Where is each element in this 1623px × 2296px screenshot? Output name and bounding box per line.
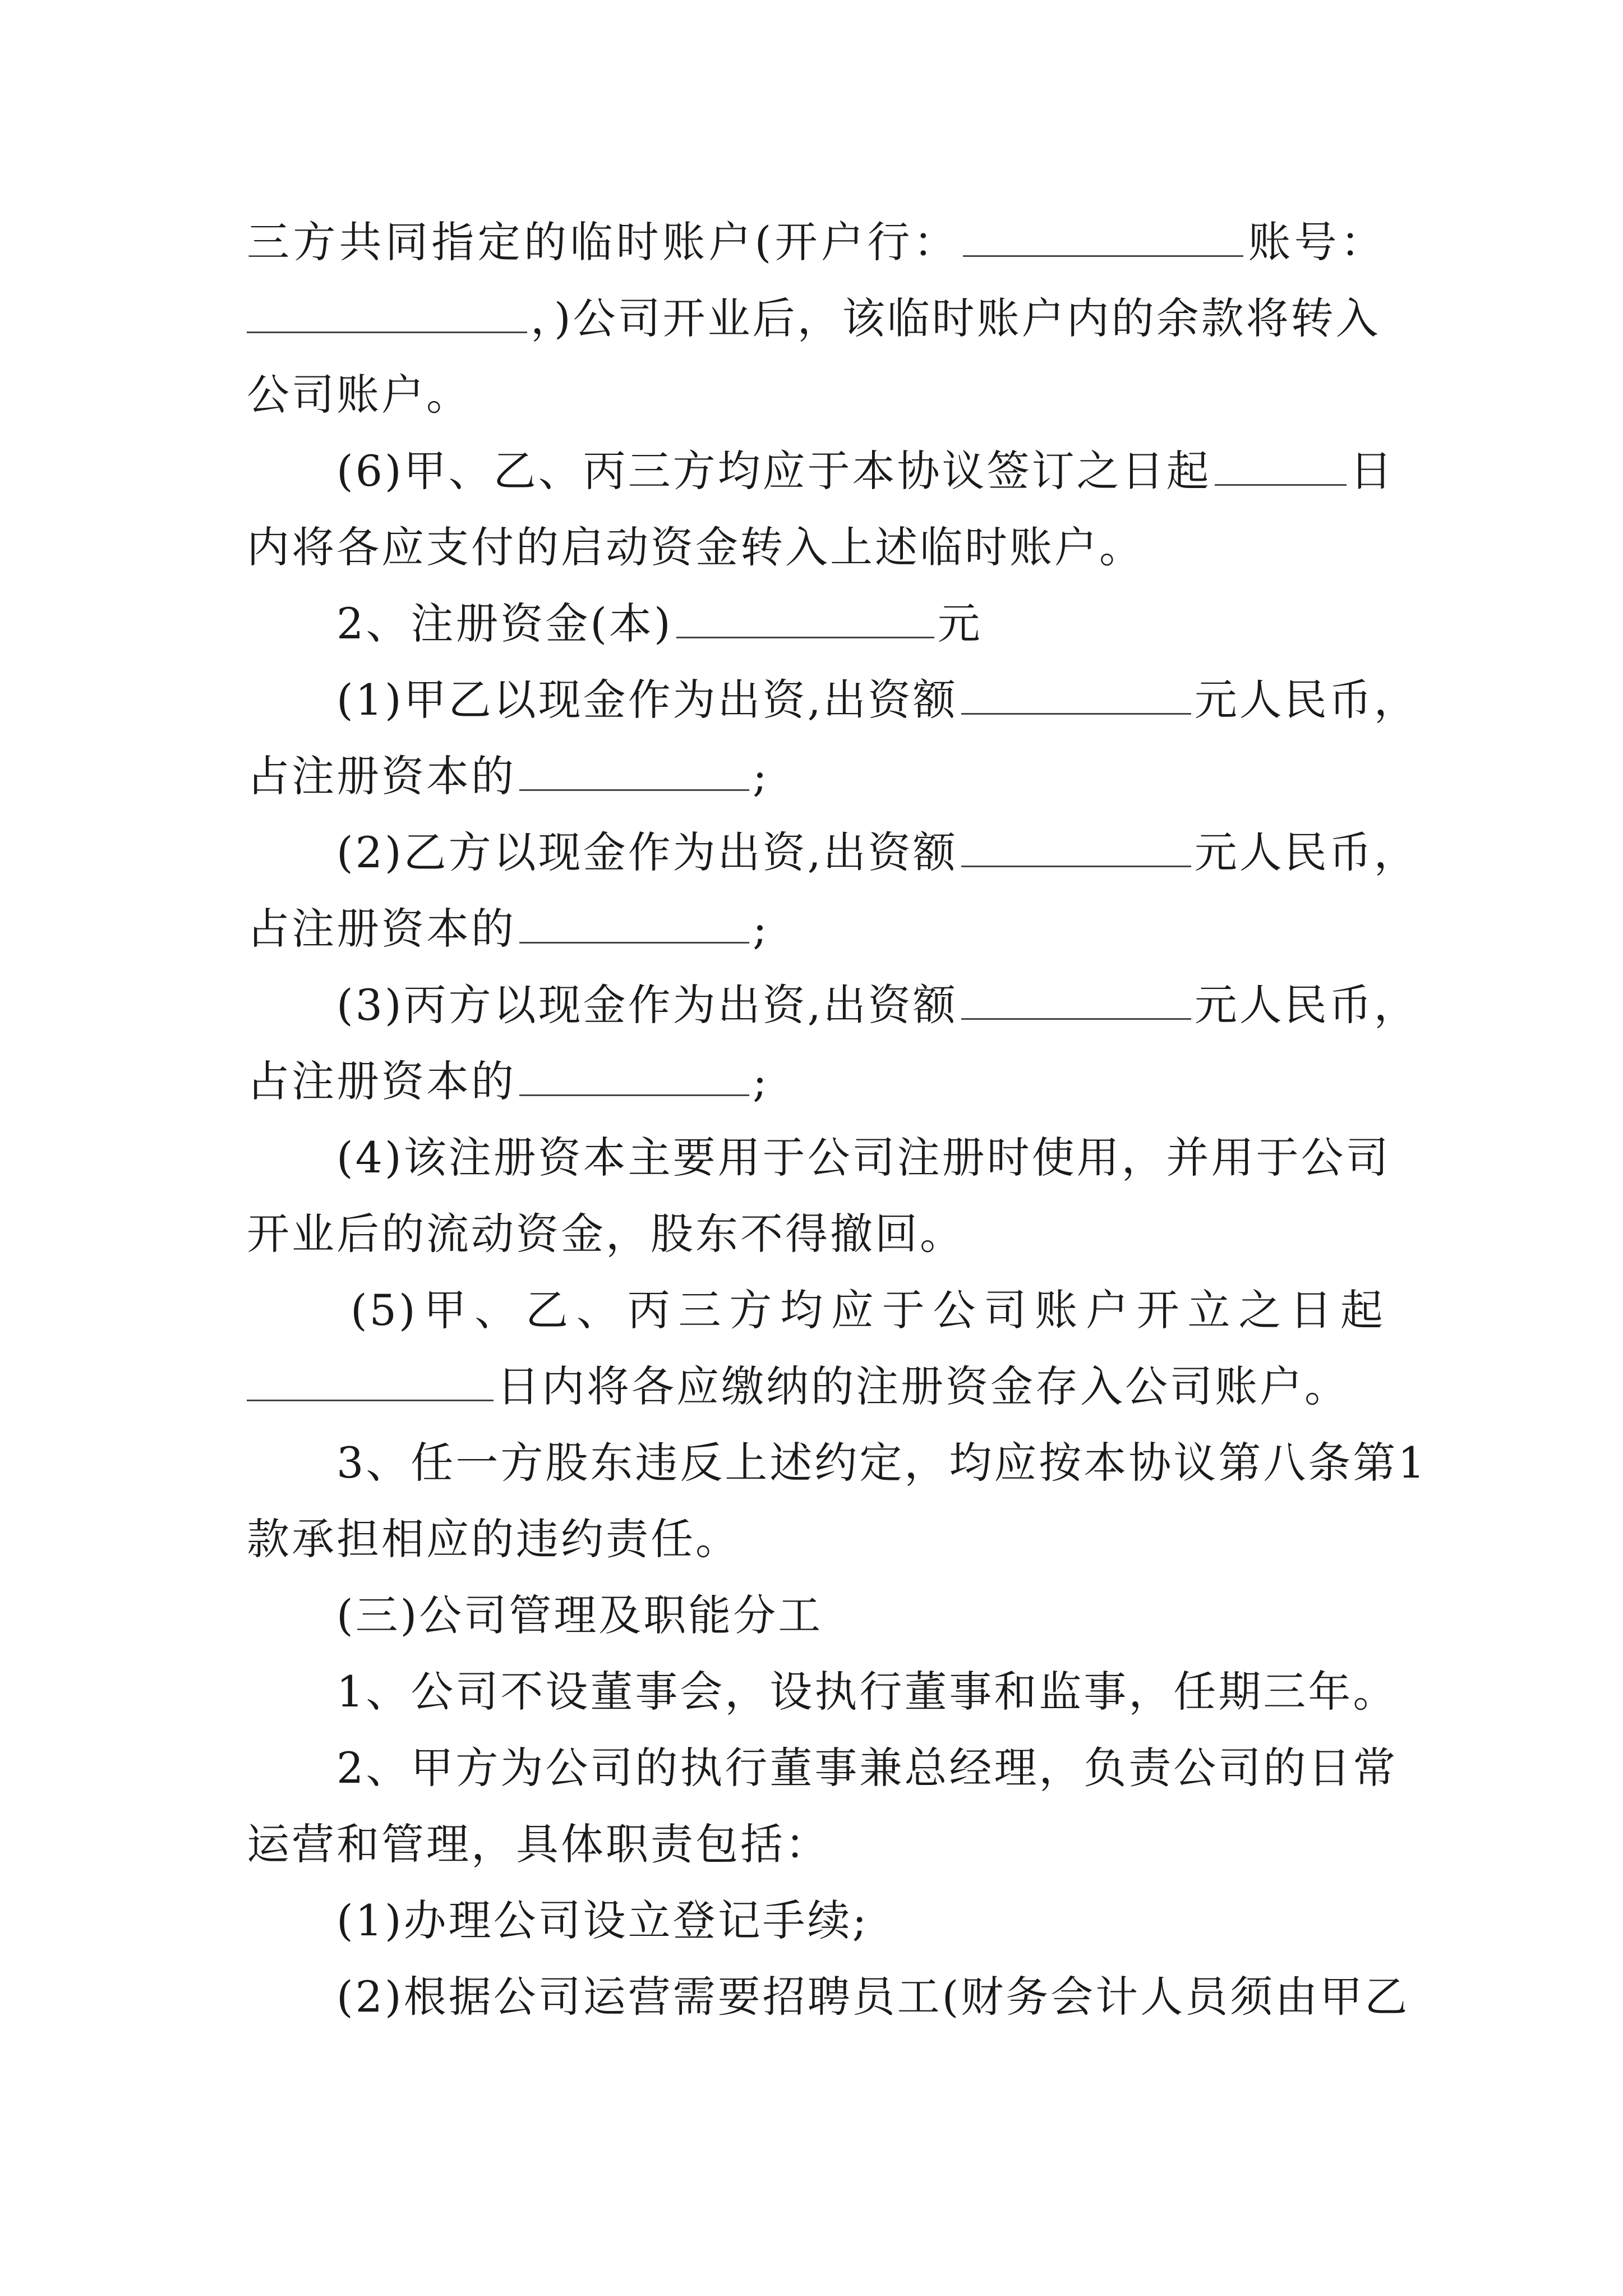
blank-field-days[interactable]: [1215, 445, 1347, 486]
text-segment: (1)甲乙以现金作为出资,出资额: [336, 675, 958, 725]
text-line: [351, 1282, 1385, 1338]
text-segment: 占注册资本的: [247, 751, 516, 801]
text-segment: (6)甲、乙、丙三方均应于本协议签订之日起: [336, 446, 1211, 496]
text-segment: 元人民币，: [1194, 827, 1419, 877]
text-segment: (三)公司管理及职能分工: [336, 1590, 823, 1640]
text-segment: ，)公司开业后，该临时账户内的余款将转入: [531, 293, 1381, 343]
section-heading: [336, 1588, 1385, 1644]
text-line: [247, 1511, 1385, 1567]
text-segment: 1、公司不设董事会，设执行董事和监事，任期三年。: [336, 1667, 1398, 1717]
text-line: [247, 1053, 1385, 1110]
text-segment: ;: [753, 904, 769, 954]
text-segment: 占注册资本的: [247, 904, 516, 954]
text-segment: ;: [753, 1056, 769, 1106]
text-line: [336, 977, 1419, 1033]
blank-field-share[interactable]: [519, 1055, 749, 1096]
text-segment: 日: [1349, 446, 1395, 496]
text-line: [336, 672, 1419, 728]
text-segment: 元人民币，: [1194, 980, 1419, 1030]
text-segment: 元: [937, 599, 983, 648]
text-line: [336, 1435, 1427, 1491]
blank-field-days[interactable]: [247, 1360, 494, 1401]
text-line: [336, 1893, 1385, 1949]
text-segment: (5)甲、乙、丙三方均应于公司账户开立之日起: [351, 1285, 1385, 1335]
text-line: [247, 901, 1385, 957]
text-segment: 开业后的流动资金，股东不得撤回。: [247, 1209, 965, 1259]
blank-field-amount[interactable]: [961, 979, 1191, 1020]
text-segment: 账号：: [1247, 217, 1386, 267]
text-segment: 运营和管理，具体职责包括：: [247, 1819, 830, 1869]
text-line: [247, 1359, 1385, 1415]
text-segment: 3、任一方股东违反上述约定，均应按本协议第八条第1: [336, 1438, 1427, 1488]
text-line: [247, 519, 1385, 576]
text-segment: (2)乙方以现金作为出资,出资额: [336, 827, 958, 877]
text-segment: 公司账户。: [247, 370, 471, 420]
blank-field-account[interactable]: [247, 292, 527, 333]
text-line: [336, 1740, 1398, 1796]
text-segment: (3)丙方以现金作为出资,出资额: [336, 980, 958, 1030]
text-segment: 2、注册资金(本): [336, 599, 673, 648]
blank-field-capital[interactable]: [676, 597, 934, 638]
text-line: [247, 1816, 1385, 1872]
text-line: [336, 1130, 1391, 1186]
text-segment: (4)该注册资本主要用于公司注册时使用，并用于公司: [336, 1133, 1391, 1182]
text-line: [247, 367, 1385, 423]
text-line: [247, 214, 1385, 270]
blank-field-share[interactable]: [519, 903, 749, 944]
text-segment: (1)办理公司设立登记手续;: [336, 1895, 869, 1945]
text-line: [336, 443, 1395, 499]
text-segment: 日内将各应缴纳的注册资金存入公司账户。: [497, 1361, 1349, 1411]
text-segment: 三方共同指定的临时账户(开户行：: [247, 217, 960, 267]
text-line: [336, 1664, 1398, 1720]
blank-field-bank[interactable]: [963, 216, 1243, 257]
blank-field-amount[interactable]: [961, 674, 1191, 715]
text-line: [336, 825, 1419, 881]
blank-field-share[interactable]: [519, 750, 749, 791]
text-segment: ;: [753, 751, 769, 801]
text-line: [336, 1969, 1410, 2025]
text-line: [247, 1206, 1385, 1262]
text-segment: 款承担相应的违约责任。: [247, 1514, 740, 1564]
text-line: [247, 291, 1385, 347]
text-line: [336, 596, 1385, 652]
blank-field-amount[interactable]: [961, 826, 1191, 867]
text-segment: 内将各应支付的启动资金转入上述临时账户。: [247, 522, 1144, 572]
text-segment: 元人民币，: [1194, 675, 1419, 725]
text-segment: (2)根据公司运营需要招聘员工(财务会计人员须由甲乙: [336, 1972, 1410, 2022]
text-line: [247, 748, 1385, 804]
text-segment: 占注册资本的: [247, 1056, 516, 1106]
text-segment: 2、甲方为公司的执行董事兼总经理，负责公司的日常: [336, 1743, 1398, 1793]
